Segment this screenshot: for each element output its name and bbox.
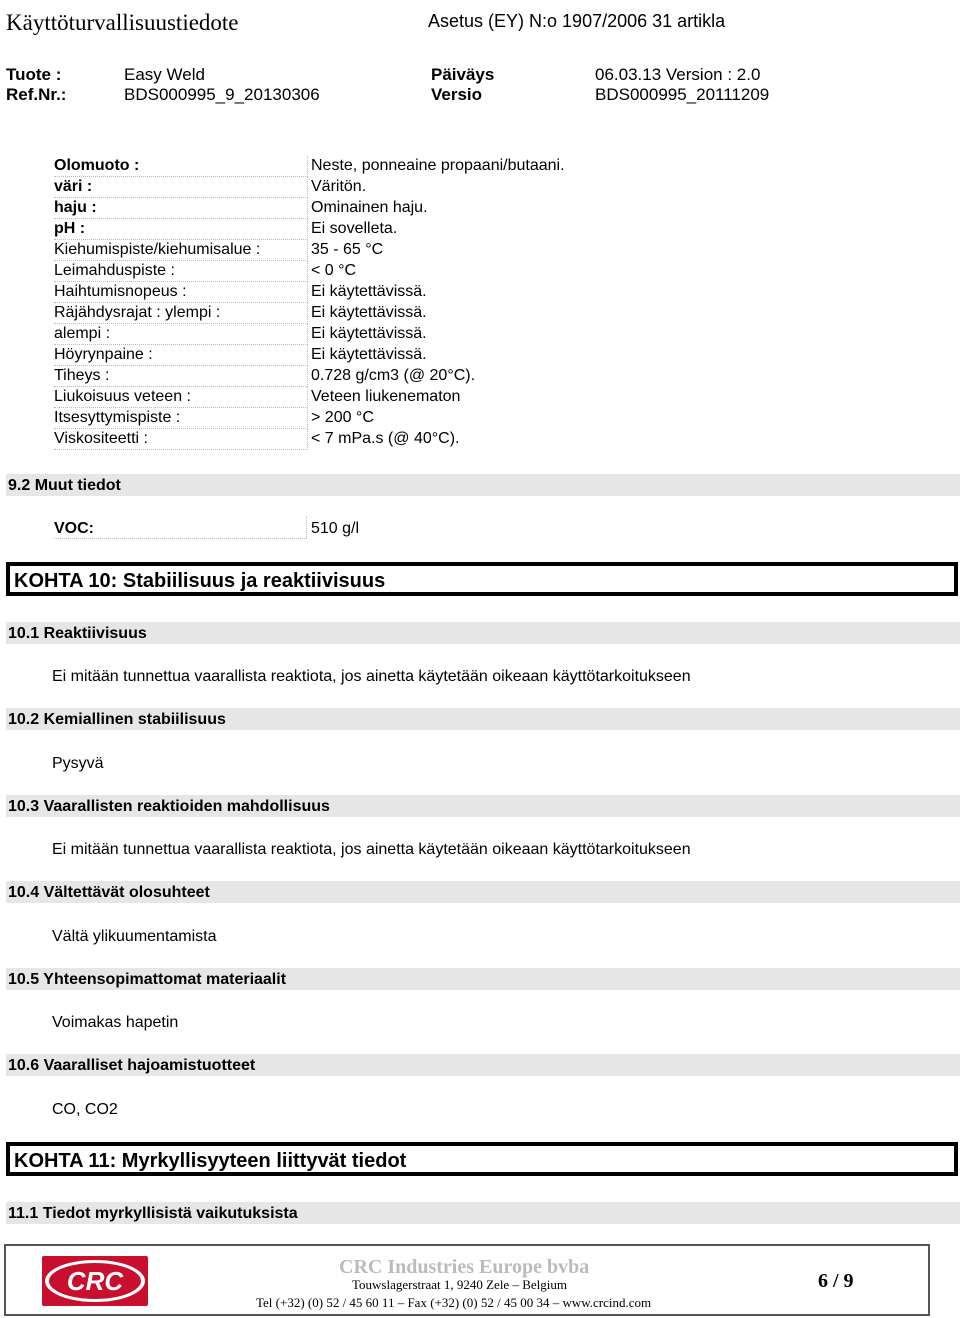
- property-value: Veteen liukenematon: [311, 388, 461, 405]
- property-value: 0.728 g/cm3 (@ 20°C).: [311, 367, 476, 384]
- property-row: [54, 408, 614, 429]
- property-value: < 0 °C: [311, 262, 357, 279]
- product-value: Easy Weld: [124, 65, 205, 84]
- subsection-heading-10-1: 10.1 Reaktiivisuus: [6, 622, 960, 644]
- subsection-heading-11-1: 11.1 Tiedot myrkyllisistä vaikutuksista: [6, 1202, 960, 1224]
- subsection-text-10-6: CO, CO2: [52, 1101, 118, 1118]
- property-label: Kiehumispiste/kiehumisalue :: [54, 240, 308, 261]
- property-label: pH :: [54, 219, 308, 240]
- property-row: [54, 366, 614, 387]
- subsection-text-10-3: Ei mitään tunnettua vaarallista reaktiota, jos ainetta käytetään oikeaan käyttötarkoitukseen: [52, 841, 691, 858]
- product-label: Tuote :: [6, 65, 62, 84]
- section-10-title: [6, 562, 958, 596]
- property-label: Haihtumisnopeus :: [54, 282, 308, 303]
- property-row: [54, 387, 614, 408]
- property-label: Itsesyttymispiste :: [54, 408, 308, 429]
- footer-company: CRC Industries Europe bvba: [339, 1256, 590, 1278]
- section-10-title-text: KOHTA 10: Stabiilisuus ja reaktiivisuus: [14, 570, 386, 592]
- ref-value: BDS000995_9_20130306: [124, 85, 320, 104]
- subsection-heading-10-6: 10.6 Vaaralliset hajoamistuotteet: [6, 1054, 960, 1076]
- property-label: Tiheys :: [54, 366, 308, 387]
- subsection-heading-10-4: 10.4 Vältettävät olosuhteet: [6, 881, 960, 903]
- property-label: väri :: [54, 177, 308, 198]
- property-value: Ei sovelleta.: [311, 220, 398, 237]
- footer-contact: Tel (+32) (0) 52 / 45 60 11 – Fax (+32) (0) 52 / 45 00 34 – www.crcind.com: [256, 1295, 652, 1310]
- property-value: Väritön.: [311, 178, 367, 195]
- property-value: 35 - 65 °C: [311, 241, 384, 258]
- property-row: [54, 324, 614, 345]
- voc-label: VOC:: [54, 516, 307, 539]
- property-row: [54, 198, 614, 219]
- property-label: Olomuoto :: [54, 156, 308, 177]
- property-row: [54, 282, 614, 303]
- property-label: Viskositeetti :: [54, 429, 308, 450]
- property-row: [54, 219, 614, 240]
- property-label: haju :: [54, 198, 308, 219]
- properties-table: [54, 156, 614, 450]
- svg-text:CRC: CRC: [66, 1266, 124, 1296]
- property-label: alempi :: [54, 324, 308, 345]
- property-value: Ei käytettävissä.: [311, 325, 427, 342]
- property-row: [54, 156, 614, 177]
- date-label: Päiväys: [431, 65, 495, 84]
- voc-value: 510 g/l: [311, 520, 360, 537]
- ref-label: Ref.Nr.:: [6, 85, 67, 104]
- subsection-heading-9-2: 9.2 Muut tiedot: [6, 474, 960, 496]
- property-value: Ominainen haju.: [311, 199, 428, 216]
- subsection-text-10-5: Voimakas hapetin: [52, 1014, 179, 1031]
- section-11-title-text: KOHTA 11: Myrkyllisyyteen liittyvät tiedot: [14, 1150, 407, 1172]
- date-value: 06.03.13 Version : 2.0: [595, 65, 761, 84]
- property-row: [54, 345, 614, 366]
- property-row: [54, 240, 614, 261]
- property-row: [54, 429, 614, 450]
- subsection-text-10-4: Vältä ylikuumentamista: [52, 928, 217, 945]
- crc-logo: [42, 1256, 148, 1306]
- regulation-reference: Asetus (EY) N:o 1907/2006 31 artikla: [428, 11, 726, 31]
- subsection-heading-10-5: 10.5 Yhteensopimattomat materiaalit: [6, 968, 960, 990]
- property-row: [54, 303, 614, 324]
- subsection-heading-10-2: 10.2 Kemiallinen stabiilisuus: [6, 708, 960, 730]
- subsection-heading-10-3: 10.3 Vaarallisten reaktioiden mahdollisuus: [6, 795, 960, 817]
- property-label: Höyrynpaine :: [54, 345, 308, 366]
- property-row: [54, 261, 614, 282]
- section-11-title: [6, 1142, 958, 1176]
- footer-address: Touwslagerstraat 1, 9240 Zele – Belgium: [352, 1277, 567, 1292]
- property-label: Leimahduspiste :: [54, 261, 308, 282]
- property-value: Neste, ponneaine propaani/butaani.: [311, 157, 565, 174]
- property-value: Ei käytettävissä.: [311, 346, 427, 363]
- subsection-text-10-2: Pysyvä: [52, 755, 104, 772]
- property-value: Ei käytettävissä.: [311, 304, 427, 321]
- document-title: Käyttöturvallisuustiedote: [6, 10, 239, 35]
- property-label: Räjähdysrajat : ylempi :: [54, 303, 308, 324]
- property-value: Ei käytettävissä.: [311, 283, 427, 300]
- subsection-text-10-1: Ei mitään tunnettua vaarallista reaktiota, jos ainetta käytetään oikeaan käyttötarkoitukseen: [52, 668, 691, 685]
- page-number: 6 / 9: [818, 1270, 854, 1292]
- property-value: > 200 °C: [311, 409, 374, 426]
- property-value: < 7 mPa.s (@ 40°C).: [311, 430, 460, 447]
- property-label: Liukoisuus veteen :: [54, 387, 308, 408]
- property-row: [54, 177, 614, 198]
- version-label: Versio: [431, 85, 483, 104]
- version-value: BDS000995_20111209: [595, 85, 770, 104]
